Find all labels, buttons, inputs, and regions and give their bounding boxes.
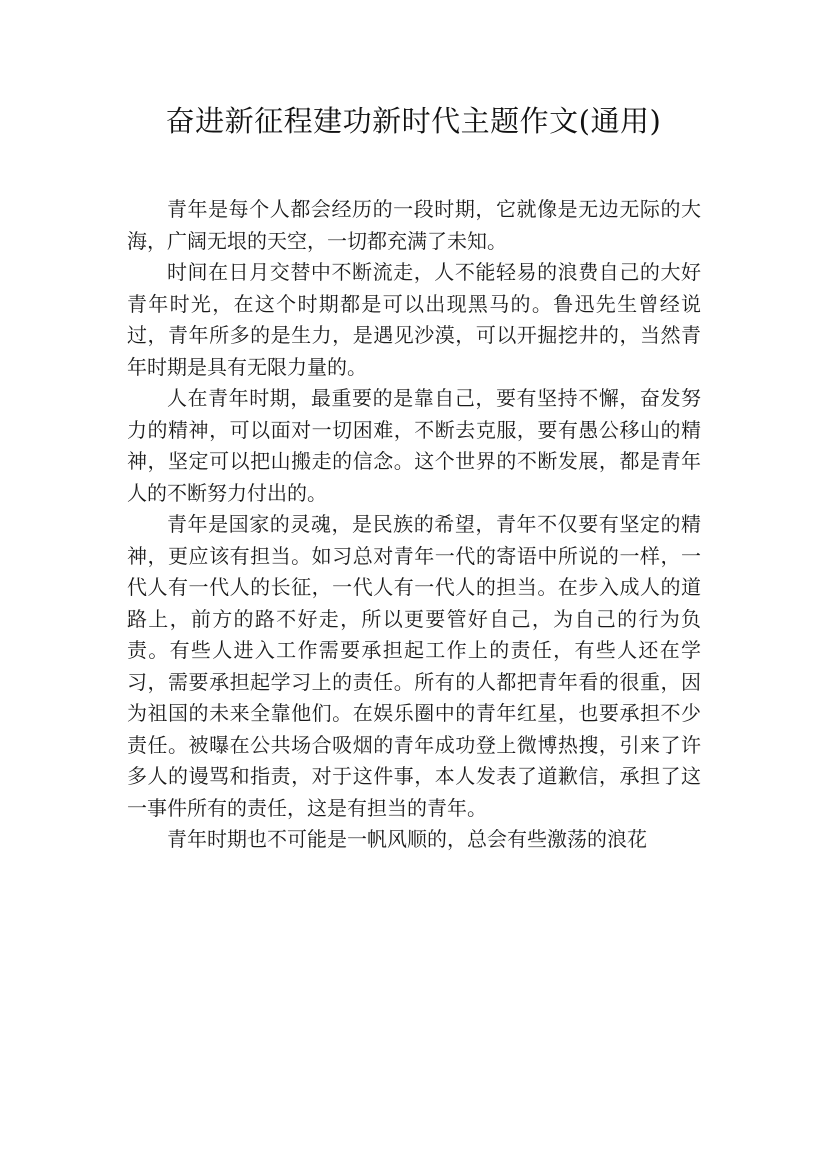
- document-title: 奋进新征程建功新时代主题作文(通用): [165, 104, 662, 138]
- paragraph: 青年是每个人都会经历的一段时期，它就像是无边无际的大海，广阔无垠的天空，一切都充满了未知。: [127, 197, 701, 253]
- paragraph: 青年时期也不可能是一帆风顺的，总会有些激荡的浪花: [167, 827, 647, 851]
- paragraph: 青年是国家的灵魂，是民族的希望，青年不仅要有坚定的精神，更应该有担当。如习总对青年一代的寄语中所说的一样，一代人有一代人的长征，一代人有一代人的担当。在步入成人的道路上，前方的路不好走，所以更要管好自己，为自己的行为负责。有些人进入工作需要承担起工作上的责任，有些人还在学习，需要承担起学习上的责任。所有的人都把青年看的很重，因为祖国的未来全靠他们。在娱乐圈中的青年红星，也要承担不少责任。被曝在公共场合吸烟的青年成功登上微博热搜，引来了许多人的谩骂和指责，对于这件事，本人发表了道歉信，承担了这一事件所有的责任，这是有担当的青年。: [127, 512, 701, 820]
- paragraph: 时间在日月交替中不断流走，人不能轻易的浪费自己的大好青年时光，在这个时期都是可以出现黑马的。鲁迅先生曾经说过，青年所多的是生力，是遇见沙漠，可以开掘挖井的，当然青年时期是具有无限力量的。: [127, 260, 701, 379]
- document-body: [127, 194, 701, 856]
- paragraph: 人在青年时期，最重要的是靠自己，要有坚持不懈，奋发努力的精神，可以面对一切困难，不断去克服，要有愚公移山的精神，坚定可以把山搬走的信念。这个世界的不断发展，都是青年人的不断努力付出的。: [127, 386, 701, 505]
